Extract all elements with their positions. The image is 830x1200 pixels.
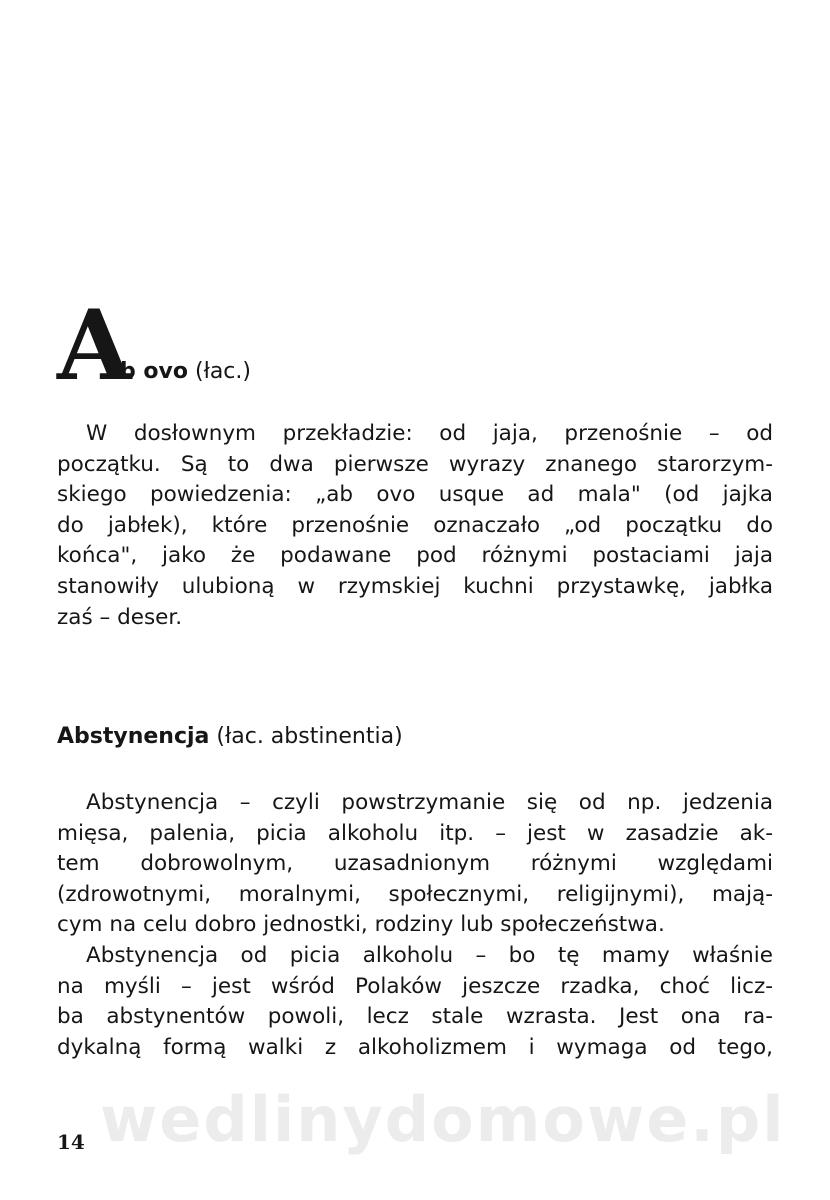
text-line: skiego powiedzenia: „ab ovo usque ad mala" (od jajka: [57, 482, 773, 508]
headword-rest: b ovo: [120, 359, 188, 384]
text-line: zaś – deser.: [57, 604, 183, 630]
text-line: Abstynencja – czyli powstrzymanie się od np. jedzenia: [86, 790, 773, 815]
text-line: W dosłownym przekładzie: od jaja, przenośnie – od: [86, 421, 773, 446]
headword: Abstynencja: [57, 724, 210, 749]
watermark: wedlinydomowe.pl: [100, 1083, 786, 1156]
entry-heading-rest: [120, 358, 251, 386]
text-line: ba abstynentów powoli, lecz stale wzrasta. Jest ona ra-: [57, 1004, 773, 1030]
headword-origin: (łac.): [194, 359, 251, 384]
text-line: dykalną formą walki z alkoholizmem i wymaga od tego,: [57, 1034, 773, 1060]
text-line: końca", jako że podawane pod różnymi postaciami jaja: [57, 543, 773, 569]
entry-heading-abstynencja: [57, 722, 403, 752]
text-line: stanowiły ulubioną w rzymskiej kuchni przystawkę, jabłka: [57, 573, 773, 599]
text-line: Abstynencja od picia alkoholu – bo tę mamy właśnie: [86, 943, 773, 968]
drop-initial: A: [57, 289, 128, 402]
entry-paragraph-ab-ovo: [57, 419, 773, 633]
text-line: mięsa, palenia, picia alkoholu itp. – jest w zasadzie ak-: [57, 820, 773, 846]
text-line: do jabłek), które przenośnie oznaczało „od początku do: [57, 512, 773, 538]
headword-origin: (łac. abstinentia): [216, 724, 403, 749]
entry-paragraph-abstynencja-2: [57, 941, 773, 1063]
text-line: (zdrowotnymi, moralnymi, społecznymi, religijnymi), mają-: [57, 881, 773, 907]
text-line: tem dobrowolnym, uzasadnionym różnymi względami: [57, 851, 773, 877]
text-line: cym na celu dobro jednostki, rodziny lub społeczeństwa.: [57, 912, 665, 938]
page-number: 14: [57, 1130, 85, 1154]
text-line: początku. Są to dwa pierwsze wyrazy znanego starorzym-: [57, 451, 773, 477]
entry-paragraph-abstynencja-1: [57, 788, 773, 941]
text-line: na myśli – jest wśród Polaków jeszcze rzadka, choć licz-: [57, 973, 773, 999]
